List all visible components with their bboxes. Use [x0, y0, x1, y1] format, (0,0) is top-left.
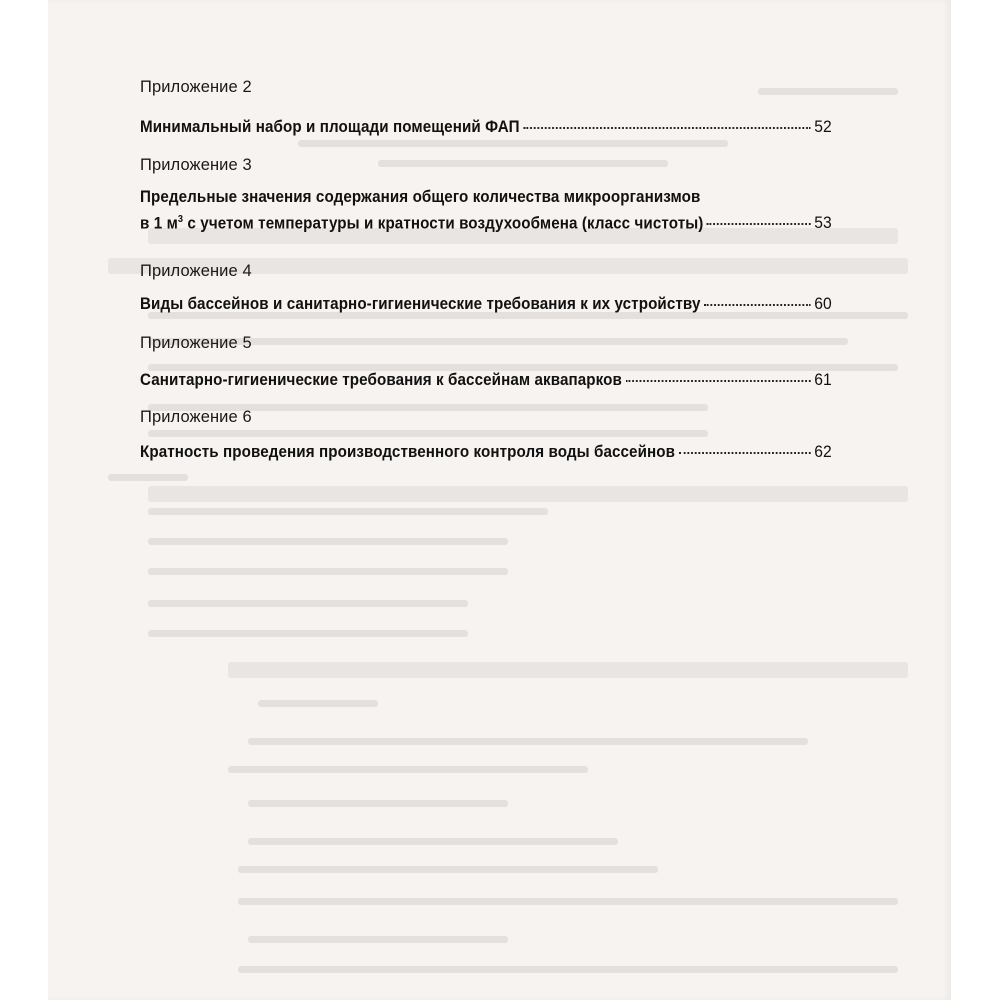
dot-leader	[626, 380, 811, 382]
toc-entry[interactable]	[140, 370, 832, 390]
table-of-contents	[48, 0, 951, 1000]
appendix-label: Приложение 6	[140, 408, 252, 426]
toc-entry[interactable]	[140, 117, 832, 137]
appendix-label: Приложение 4	[140, 262, 252, 280]
toc-entry-page: 60	[814, 294, 832, 313]
dot-leader	[704, 304, 810, 306]
superscript-3: 3	[177, 213, 184, 225]
dot-leader	[707, 223, 810, 225]
toc-entry[interactable]	[140, 188, 832, 233]
toc-entry-page: 62	[814, 442, 832, 461]
toc-entry-page: 53	[814, 213, 832, 232]
book-page	[48, 0, 951, 1000]
dot-leader	[679, 452, 811, 454]
toc-entry-title-line1: Предельные значения содержания общего количества микроорганизмов	[140, 188, 701, 206]
toc-entry-title: Минимальный набор и площади помещений ФАП	[140, 118, 520, 136]
toc-entry[interactable]	[140, 294, 832, 314]
toc-entry[interactable]	[140, 442, 832, 462]
toc-entry-page: 61	[814, 370, 832, 389]
toc-entry-title: Виды бассейнов и санитарно-гигиенические требования к их устройству	[140, 295, 701, 313]
appendix-label: Приложение 2	[140, 78, 252, 96]
appendix-label: Приложение 3	[140, 156, 252, 174]
toc-entry-page: 52	[814, 117, 832, 136]
toc-entry-title: Санитарно-гигиенические требования к бассейнам аквапарков	[140, 371, 622, 389]
toc-entry-title: Кратность проведения производственного контроля воды бассейнов	[140, 443, 676, 461]
appendix-label: Приложение 5	[140, 334, 252, 352]
toc-entry-title-line2: в 1 $м^3$ с учетом температуры и кратности воздухообмена (класс чистоты)	[140, 213, 704, 232]
dot-leader	[523, 127, 810, 129]
